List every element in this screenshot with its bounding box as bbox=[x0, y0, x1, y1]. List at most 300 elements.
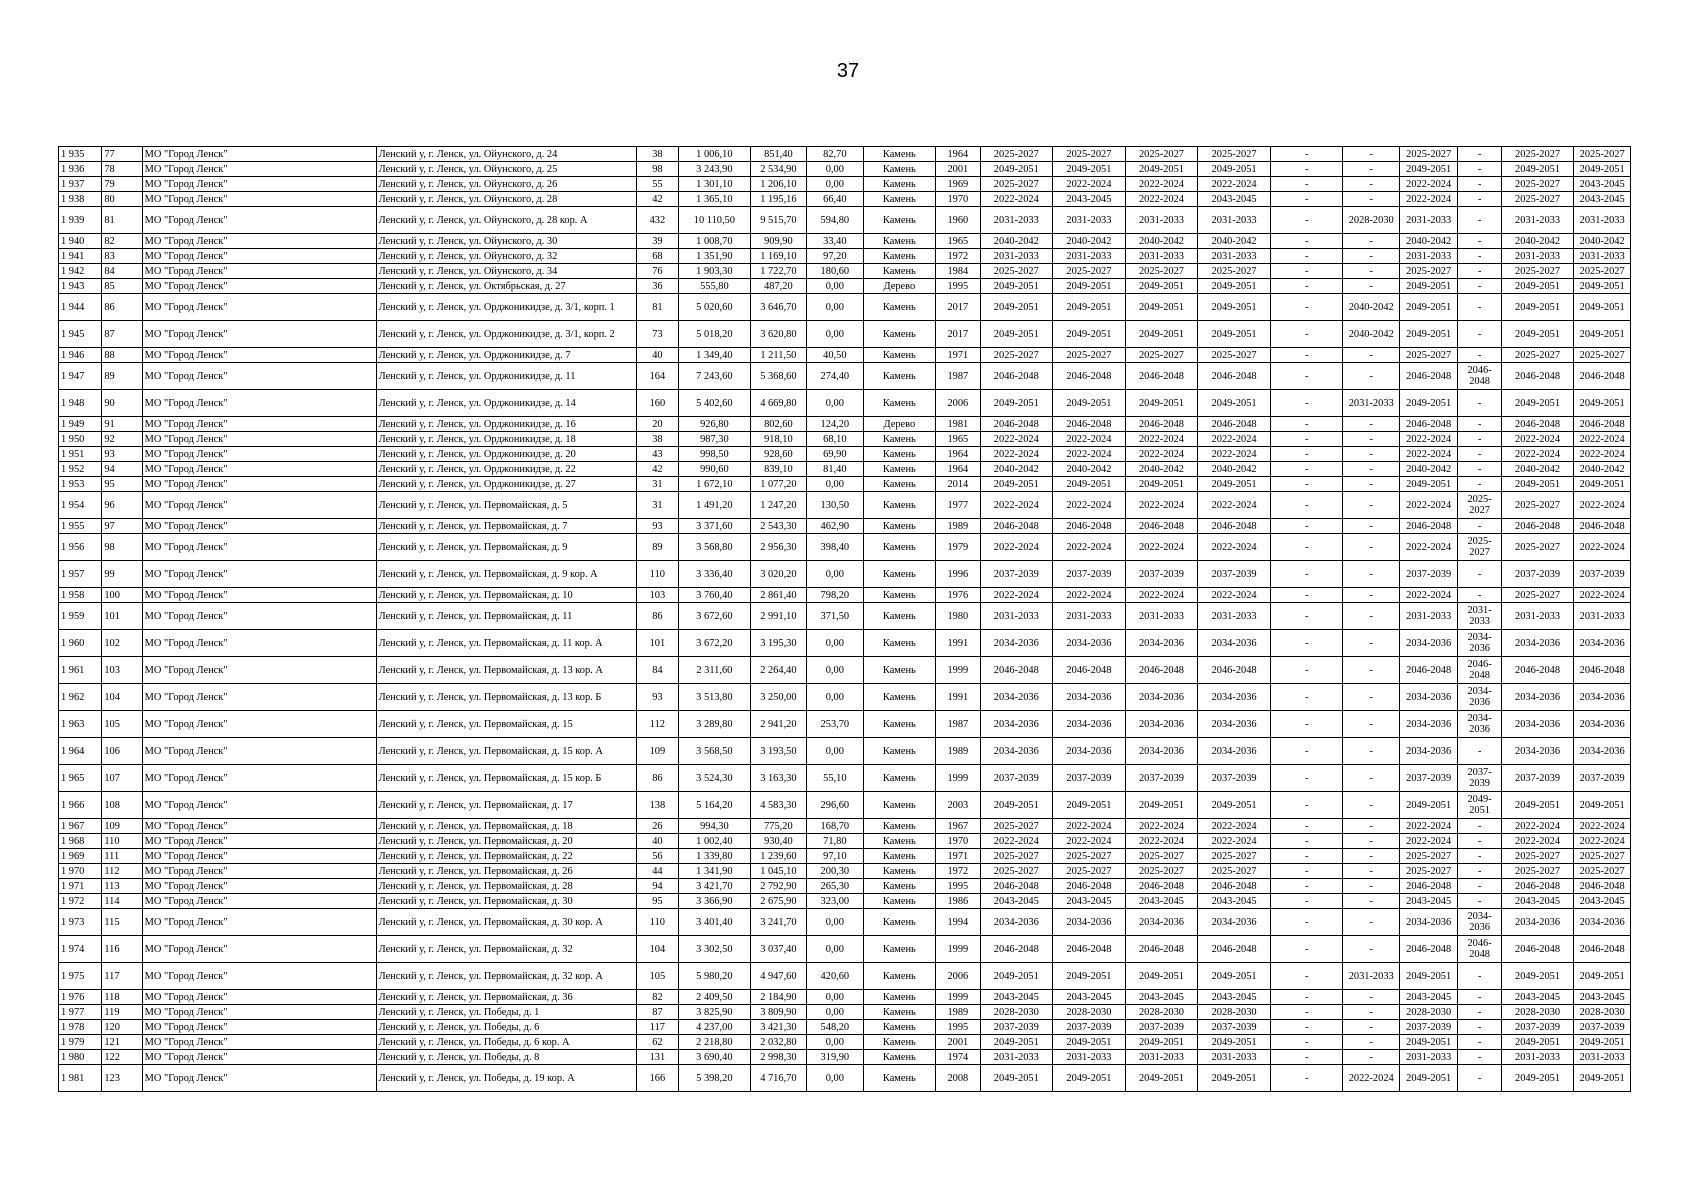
table-row bbox=[59, 588, 1631, 603]
engineering-systems-cell: 2049-2051 bbox=[1198, 279, 1271, 294]
build-year-cell: 1972 bbox=[936, 249, 980, 264]
address-cell: Ленский у, г. Ленск, ул. Ойунского, д. 24 bbox=[376, 147, 636, 162]
insulation-facade-cell: 2031-2033 bbox=[1501, 207, 1574, 234]
non-living-area-cell: 71,80 bbox=[807, 834, 863, 849]
build-year-cell: 1970 bbox=[936, 192, 980, 207]
local-number-cell: 83 bbox=[102, 249, 142, 264]
living-area-cell: 909,90 bbox=[750, 234, 806, 249]
build-year-cell: 1964 bbox=[936, 447, 980, 462]
residents-cell: 31 bbox=[636, 492, 678, 519]
address-cell: Ленский у, г. Ленск, ул. Ойунского, д. 28 кор. А bbox=[376, 207, 636, 234]
roof-repair-cell: 2034-2036 bbox=[980, 684, 1053, 711]
build-year-cell: 1996 bbox=[936, 561, 980, 588]
total-area-cell: 1 351,90 bbox=[679, 249, 751, 264]
basement-repair-cell: 2034-2036 bbox=[1399, 630, 1457, 657]
insulation-facade-cell: 2022-2024 bbox=[1501, 447, 1574, 462]
foundation-repair-cell: 2049-2051 bbox=[1125, 477, 1198, 492]
foundation-repair-cell: 2037-2039 bbox=[1125, 561, 1198, 588]
engineering-systems-cell: 2049-2051 bbox=[1198, 321, 1271, 348]
municipality-cell: МО "Город Ленск" bbox=[142, 990, 376, 1005]
facade-repair-cell: 2031-2033 bbox=[1053, 249, 1126, 264]
foundation-repair-cell: 2043-2045 bbox=[1125, 990, 1198, 1005]
elevator-replace-cell: - bbox=[1343, 534, 1399, 561]
living-area-cell: 9 515,70 bbox=[750, 207, 806, 234]
build-year-cell: 2017 bbox=[936, 294, 980, 321]
address-cell: Ленский у, г. Ленск, ул. Орджоникидзе, д. 11 bbox=[376, 363, 636, 390]
municipality-cell: МО "Город Ленск" bbox=[142, 447, 376, 462]
municipality-cell: МО "Город Ленск" bbox=[142, 1020, 376, 1035]
table-row bbox=[59, 765, 1631, 792]
energy-saving-cell: 2049-2051 bbox=[1574, 792, 1631, 819]
elevator-repair-cell: - bbox=[1270, 447, 1343, 462]
row-number-cell: 1 954 bbox=[59, 492, 102, 519]
facade-repair-cell: 2022-2024 bbox=[1053, 492, 1126, 519]
living-area-cell: 3 250,00 bbox=[750, 684, 806, 711]
local-number-cell: 86 bbox=[102, 294, 142, 321]
address-cell: Ленский у, г. Ленск, ул. Ойунского, д. 25 bbox=[376, 162, 636, 177]
wall-material-cell: Камень bbox=[863, 462, 936, 477]
build-year-cell: 1995 bbox=[936, 1020, 980, 1035]
roof-repair-cell: 2049-2051 bbox=[980, 162, 1053, 177]
row-number-cell: 1 968 bbox=[59, 834, 102, 849]
table-row bbox=[59, 519, 1631, 534]
table-row bbox=[59, 894, 1631, 909]
elevator-replace-cell: - bbox=[1343, 765, 1399, 792]
total-area-cell: 555,80 bbox=[679, 279, 751, 294]
roof-repair-cell: 2031-2033 bbox=[980, 603, 1053, 630]
heat-meter-cell: 2046-2048 bbox=[1458, 936, 1501, 963]
row-number-cell: 1 944 bbox=[59, 294, 102, 321]
wall-material-cell: Камень bbox=[863, 447, 936, 462]
insulation-facade-cell: 2025-2027 bbox=[1501, 177, 1574, 192]
table-row bbox=[59, 147, 1631, 162]
row-number-cell: 1 948 bbox=[59, 390, 102, 417]
address-cell: Ленский у, г. Ленск, ул. Первомайская, д. 30 bbox=[376, 894, 636, 909]
engineering-systems-cell: 2022-2024 bbox=[1198, 492, 1271, 519]
wall-material-cell: Камень bbox=[863, 1005, 936, 1020]
table-row bbox=[59, 657, 1631, 684]
row-number-cell: 1 969 bbox=[59, 849, 102, 864]
elevator-replace-cell: - bbox=[1343, 819, 1399, 834]
roof-repair-cell: 2022-2024 bbox=[980, 432, 1053, 447]
table-row bbox=[59, 207, 1631, 234]
facade-repair-cell: 2037-2039 bbox=[1053, 1020, 1126, 1035]
non-living-area-cell: 594,80 bbox=[807, 207, 863, 234]
basement-repair-cell: 2046-2048 bbox=[1399, 519, 1457, 534]
heat-meter-cell: - bbox=[1458, 894, 1501, 909]
engineering-systems-cell: 2043-2045 bbox=[1198, 192, 1271, 207]
residents-cell: 26 bbox=[636, 819, 678, 834]
elevator-repair-cell: - bbox=[1270, 603, 1343, 630]
total-area-cell: 3 568,50 bbox=[679, 738, 751, 765]
build-year-cell: 1976 bbox=[936, 588, 980, 603]
wall-material-cell: Камень bbox=[863, 321, 936, 348]
address-cell: Ленский у, г. Ленск, ул. Первомайская, д. 32 кор. А bbox=[376, 963, 636, 990]
local-number-cell: 107 bbox=[102, 765, 142, 792]
row-number-cell: 1 959 bbox=[59, 603, 102, 630]
address-cell: Ленский у, г. Ленск, ул. Ойунского, д. 26 bbox=[376, 177, 636, 192]
heat-meter-cell: 2046-2048 bbox=[1458, 363, 1501, 390]
table-row bbox=[59, 177, 1631, 192]
basement-repair-cell: 2031-2033 bbox=[1399, 249, 1457, 264]
build-year-cell: 2003 bbox=[936, 792, 980, 819]
table-row bbox=[59, 192, 1631, 207]
living-area-cell: 1 195,16 bbox=[750, 192, 806, 207]
facade-repair-cell: 2046-2048 bbox=[1053, 936, 1126, 963]
heat-meter-cell: - bbox=[1458, 348, 1501, 363]
row-number-cell: 1 950 bbox=[59, 432, 102, 447]
elevator-replace-cell: - bbox=[1343, 1050, 1399, 1065]
living-area-cell: 2 675,90 bbox=[750, 894, 806, 909]
energy-saving-cell: 2049-2051 bbox=[1574, 1065, 1631, 1092]
table-row bbox=[59, 963, 1631, 990]
elevator-repair-cell: - bbox=[1270, 147, 1343, 162]
living-area-cell: 2 861,40 bbox=[750, 588, 806, 603]
roof-repair-cell: 2046-2048 bbox=[980, 657, 1053, 684]
elevator-replace-cell: - bbox=[1343, 447, 1399, 462]
total-area-cell: 1 903,30 bbox=[679, 264, 751, 279]
wall-material-cell: Дерево bbox=[863, 279, 936, 294]
address-cell: Ленский у, г. Ленск, ул. Ойунского, д. 30 bbox=[376, 234, 636, 249]
local-number-cell: 110 bbox=[102, 834, 142, 849]
table-row bbox=[59, 279, 1631, 294]
local-number-cell: 80 bbox=[102, 192, 142, 207]
engineering-systems-cell: 2046-2048 bbox=[1198, 657, 1271, 684]
basement-repair-cell: 2049-2051 bbox=[1399, 1065, 1457, 1092]
basement-repair-cell: 2049-2051 bbox=[1399, 792, 1457, 819]
build-year-cell: 1991 bbox=[936, 630, 980, 657]
municipality-cell: МО "Город Ленск" bbox=[142, 711, 376, 738]
facade-repair-cell: 2022-2024 bbox=[1053, 534, 1126, 561]
residents-cell: 73 bbox=[636, 321, 678, 348]
build-year-cell: 1986 bbox=[936, 894, 980, 909]
engineering-systems-cell: 2022-2024 bbox=[1198, 534, 1271, 561]
wall-material-cell: Камень bbox=[863, 363, 936, 390]
basement-repair-cell: 2043-2045 bbox=[1399, 990, 1457, 1005]
roof-repair-cell: 2049-2051 bbox=[980, 1035, 1053, 1050]
row-number-cell: 1 972 bbox=[59, 894, 102, 909]
living-area-cell: 918,10 bbox=[750, 432, 806, 447]
address-cell: Ленский у, г. Ленск, ул. Первомайская, д. 26 bbox=[376, 864, 636, 879]
foundation-repair-cell: 2022-2024 bbox=[1125, 432, 1198, 447]
heat-meter-cell: - bbox=[1458, 321, 1501, 348]
engineering-systems-cell: 2043-2045 bbox=[1198, 990, 1271, 1005]
basement-repair-cell: 2034-2036 bbox=[1399, 684, 1457, 711]
residents-cell: 20 bbox=[636, 417, 678, 432]
build-year-cell: 1980 bbox=[936, 603, 980, 630]
living-area-cell: 4 947,60 bbox=[750, 963, 806, 990]
insulation-facade-cell: 2034-2036 bbox=[1501, 684, 1574, 711]
non-living-area-cell: 798,20 bbox=[807, 588, 863, 603]
municipality-cell: МО "Город Ленск" bbox=[142, 177, 376, 192]
heat-meter-cell: - bbox=[1458, 963, 1501, 990]
total-area-cell: 3 672,20 bbox=[679, 630, 751, 657]
total-area-cell: 10 110,50 bbox=[679, 207, 751, 234]
energy-saving-cell: 2031-2033 bbox=[1574, 249, 1631, 264]
elevator-replace-cell: - bbox=[1343, 477, 1399, 492]
table-row bbox=[59, 534, 1631, 561]
local-number-cell: 92 bbox=[102, 432, 142, 447]
basement-repair-cell: 2028-2030 bbox=[1399, 1005, 1457, 1020]
row-number-cell: 1 965 bbox=[59, 765, 102, 792]
wall-material-cell: Камень bbox=[863, 432, 936, 447]
build-year-cell: 1989 bbox=[936, 738, 980, 765]
total-area-cell: 1 672,10 bbox=[679, 477, 751, 492]
residents-cell: 82 bbox=[636, 990, 678, 1005]
insulation-facade-cell: 2043-2045 bbox=[1501, 894, 1574, 909]
living-area-cell: 1 169,10 bbox=[750, 249, 806, 264]
basement-repair-cell: 2022-2024 bbox=[1399, 834, 1457, 849]
total-area-cell: 1 491,20 bbox=[679, 492, 751, 519]
local-number-cell: 119 bbox=[102, 1005, 142, 1020]
facade-repair-cell: 2034-2036 bbox=[1053, 711, 1126, 738]
roof-repair-cell: 2037-2039 bbox=[980, 1020, 1053, 1035]
roof-repair-cell: 2031-2033 bbox=[980, 1050, 1053, 1065]
insulation-facade-cell: 2025-2027 bbox=[1501, 192, 1574, 207]
energy-saving-cell: 2025-2027 bbox=[1574, 849, 1631, 864]
municipality-cell: МО "Город Ленск" bbox=[142, 519, 376, 534]
elevator-replace-cell: - bbox=[1343, 657, 1399, 684]
roof-repair-cell: 2025-2027 bbox=[980, 177, 1053, 192]
page-number: 37 bbox=[836, 60, 860, 82]
heat-meter-cell: 2031-2033 bbox=[1458, 603, 1501, 630]
wall-material-cell: Камень bbox=[863, 894, 936, 909]
engineering-systems-cell: 2025-2027 bbox=[1198, 348, 1271, 363]
living-area-cell: 4 716,70 bbox=[750, 1065, 806, 1092]
build-year-cell: 1965 bbox=[936, 432, 980, 447]
total-area-cell: 3 243,90 bbox=[679, 162, 751, 177]
engineering-systems-cell: 2049-2051 bbox=[1198, 792, 1271, 819]
build-year-cell: 1999 bbox=[936, 657, 980, 684]
foundation-repair-cell: 2049-2051 bbox=[1125, 321, 1198, 348]
engineering-systems-cell: 2034-2036 bbox=[1198, 909, 1271, 936]
insulation-facade-cell: 2031-2033 bbox=[1501, 249, 1574, 264]
total-area-cell: 990,60 bbox=[679, 462, 751, 477]
engineering-systems-cell: 2031-2033 bbox=[1198, 207, 1271, 234]
local-number-cell: 90 bbox=[102, 390, 142, 417]
municipality-cell: МО "Город Ленск" bbox=[142, 321, 376, 348]
non-living-area-cell: 274,40 bbox=[807, 363, 863, 390]
heat-meter-cell: - bbox=[1458, 147, 1501, 162]
foundation-repair-cell: 2034-2036 bbox=[1125, 909, 1198, 936]
elevator-replace-cell: - bbox=[1343, 363, 1399, 390]
residents-cell: 138 bbox=[636, 792, 678, 819]
row-number-cell: 1 974 bbox=[59, 936, 102, 963]
total-area-cell: 2 218,80 bbox=[679, 1035, 751, 1050]
basement-repair-cell: 2046-2048 bbox=[1399, 417, 1457, 432]
energy-saving-cell: 2046-2048 bbox=[1574, 417, 1631, 432]
foundation-repair-cell: 2040-2042 bbox=[1125, 462, 1198, 477]
elevator-repair-cell: - bbox=[1270, 657, 1343, 684]
roof-repair-cell: 2028-2030 bbox=[980, 1005, 1053, 1020]
build-year-cell: 1989 bbox=[936, 1005, 980, 1020]
energy-saving-cell: 2049-2051 bbox=[1574, 963, 1631, 990]
living-area-cell: 1 206,10 bbox=[750, 177, 806, 192]
basement-repair-cell: 2049-2051 bbox=[1399, 963, 1457, 990]
insulation-facade-cell: 2025-2027 bbox=[1501, 264, 1574, 279]
elevator-replace-cell: - bbox=[1343, 1020, 1399, 1035]
insulation-facade-cell: 2025-2027 bbox=[1501, 588, 1574, 603]
facade-repair-cell: 2034-2036 bbox=[1053, 684, 1126, 711]
engineering-systems-cell: 2022-2024 bbox=[1198, 819, 1271, 834]
row-number-cell: 1 961 bbox=[59, 657, 102, 684]
elevator-replace-cell: - bbox=[1343, 864, 1399, 879]
insulation-facade-cell: 2022-2024 bbox=[1501, 432, 1574, 447]
address-cell: Ленский у, г. Ленск, ул. Победы, д. 6 bbox=[376, 1020, 636, 1035]
energy-saving-cell: 2043-2045 bbox=[1574, 177, 1631, 192]
wall-material-cell: Камень bbox=[863, 630, 936, 657]
roof-repair-cell: 2049-2051 bbox=[980, 279, 1053, 294]
local-number-cell: 78 bbox=[102, 162, 142, 177]
engineering-systems-cell: 2049-2051 bbox=[1198, 162, 1271, 177]
municipality-cell: МО "Город Ленск" bbox=[142, 561, 376, 588]
table-row bbox=[59, 348, 1631, 363]
elevator-repair-cell: - bbox=[1270, 792, 1343, 819]
heat-meter-cell: - bbox=[1458, 177, 1501, 192]
foundation-repair-cell: 2025-2027 bbox=[1125, 849, 1198, 864]
elevator-repair-cell: - bbox=[1270, 207, 1343, 234]
insulation-facade-cell: 2046-2048 bbox=[1501, 363, 1574, 390]
local-number-cell: 122 bbox=[102, 1050, 142, 1065]
living-area-cell: 928,60 bbox=[750, 447, 806, 462]
insulation-facade-cell: 2034-2036 bbox=[1501, 909, 1574, 936]
basement-repair-cell: 2031-2033 bbox=[1399, 603, 1457, 630]
elevator-repair-cell: - bbox=[1270, 879, 1343, 894]
wall-material-cell: Камень bbox=[863, 657, 936, 684]
residents-cell: 86 bbox=[636, 603, 678, 630]
energy-saving-cell: 2031-2033 bbox=[1574, 1050, 1631, 1065]
non-living-area-cell: 180,60 bbox=[807, 264, 863, 279]
table-row bbox=[59, 249, 1631, 264]
address-cell: Ленский у, г. Ленск, ул. Первомайская, д. 36 bbox=[376, 990, 636, 1005]
build-year-cell: 1995 bbox=[936, 279, 980, 294]
row-number-cell: 1 960 bbox=[59, 630, 102, 657]
address-cell: Ленский у, г. Ленск, ул. Победы, д. 1 bbox=[376, 1005, 636, 1020]
energy-saving-cell: 2022-2024 bbox=[1574, 834, 1631, 849]
heat-meter-cell: - bbox=[1458, 390, 1501, 417]
roof-repair-cell: 2049-2051 bbox=[980, 1065, 1053, 1092]
municipality-cell: МО "Город Ленск" bbox=[142, 963, 376, 990]
total-area-cell: 3 513,80 bbox=[679, 684, 751, 711]
elevator-replace-cell: - bbox=[1343, 1005, 1399, 1020]
local-number-cell: 82 bbox=[102, 234, 142, 249]
table-row bbox=[59, 162, 1631, 177]
insulation-facade-cell: 2034-2036 bbox=[1501, 711, 1574, 738]
engineering-systems-cell: 2025-2027 bbox=[1198, 849, 1271, 864]
build-year-cell: 1989 bbox=[936, 519, 980, 534]
address-cell: Ленский у, г. Ленск, ул. Первомайская, д. 15 bbox=[376, 711, 636, 738]
living-area-cell: 3 195,30 bbox=[750, 630, 806, 657]
elevator-replace-cell: - bbox=[1343, 234, 1399, 249]
basement-repair-cell: 2040-2042 bbox=[1399, 462, 1457, 477]
row-number-cell: 1 940 bbox=[59, 234, 102, 249]
municipality-cell: МО "Город Ленск" bbox=[142, 477, 376, 492]
table-row bbox=[59, 294, 1631, 321]
foundation-repair-cell: 2031-2033 bbox=[1125, 1050, 1198, 1065]
elevator-repair-cell: - bbox=[1270, 492, 1343, 519]
wall-material-cell: Камень bbox=[863, 936, 936, 963]
build-year-cell: 1971 bbox=[936, 348, 980, 363]
address-cell: Ленский у, г. Ленск, ул. Первомайская, д. 18 bbox=[376, 819, 636, 834]
municipality-cell: МО "Город Ленск" bbox=[142, 1065, 376, 1092]
row-number-cell: 1 980 bbox=[59, 1050, 102, 1065]
row-number-cell: 1 955 bbox=[59, 519, 102, 534]
foundation-repair-cell: 2022-2024 bbox=[1125, 447, 1198, 462]
foundation-repair-cell: 2034-2036 bbox=[1125, 711, 1198, 738]
energy-saving-cell: 2049-2051 bbox=[1574, 294, 1631, 321]
total-area-cell: 3 672,60 bbox=[679, 603, 751, 630]
address-cell: Ленский у, г. Ленск, ул. Первомайская, д. 15 кор. А bbox=[376, 738, 636, 765]
table-row bbox=[59, 849, 1631, 864]
insulation-facade-cell: 2046-2048 bbox=[1501, 879, 1574, 894]
heat-meter-cell: - bbox=[1458, 738, 1501, 765]
foundation-repair-cell: 2043-2045 bbox=[1125, 894, 1198, 909]
heat-meter-cell: 2037-2039 bbox=[1458, 765, 1501, 792]
foundation-repair-cell: 2025-2027 bbox=[1125, 864, 1198, 879]
local-number-cell: 94 bbox=[102, 462, 142, 477]
total-area-cell: 1 301,10 bbox=[679, 177, 751, 192]
non-living-area-cell: 0,00 bbox=[807, 294, 863, 321]
engineering-systems-cell: 2040-2042 bbox=[1198, 234, 1271, 249]
build-year-cell: 1970 bbox=[936, 834, 980, 849]
row-number-cell: 1 943 bbox=[59, 279, 102, 294]
facade-repair-cell: 2034-2036 bbox=[1053, 630, 1126, 657]
heat-meter-cell: - bbox=[1458, 162, 1501, 177]
energy-saving-cell: 2037-2039 bbox=[1574, 1020, 1631, 1035]
residents-cell: 31 bbox=[636, 477, 678, 492]
address-cell: Ленский у, г. Ленск, ул. Первомайская, д. 9 кор. А bbox=[376, 561, 636, 588]
non-living-area-cell: 0,00 bbox=[807, 1065, 863, 1092]
insulation-facade-cell: 2049-2051 bbox=[1501, 792, 1574, 819]
energy-saving-cell: 2046-2048 bbox=[1574, 363, 1631, 390]
elevator-repair-cell: - bbox=[1270, 390, 1343, 417]
foundation-repair-cell: 2034-2036 bbox=[1125, 738, 1198, 765]
non-living-area-cell: 82,70 bbox=[807, 147, 863, 162]
residents-cell: 87 bbox=[636, 1005, 678, 1020]
energy-saving-cell: 2034-2036 bbox=[1574, 738, 1631, 765]
insulation-facade-cell: 2037-2039 bbox=[1501, 561, 1574, 588]
build-year-cell: 1999 bbox=[936, 936, 980, 963]
wall-material-cell: Камень bbox=[863, 849, 936, 864]
engineering-systems-cell: 2049-2051 bbox=[1198, 294, 1271, 321]
insulation-facade-cell: 2049-2051 bbox=[1501, 162, 1574, 177]
living-area-cell: 2 264,40 bbox=[750, 657, 806, 684]
facade-repair-cell: 2049-2051 bbox=[1053, 792, 1126, 819]
wall-material-cell: Камень bbox=[863, 765, 936, 792]
table-row bbox=[59, 819, 1631, 834]
foundation-repair-cell: 2022-2024 bbox=[1125, 534, 1198, 561]
address-cell: Ленский у, г. Ленск, ул. Орджоникидзе, д. 22 bbox=[376, 462, 636, 477]
basement-repair-cell: 2046-2048 bbox=[1399, 657, 1457, 684]
roof-repair-cell: 2049-2051 bbox=[980, 390, 1053, 417]
non-living-area-cell: 0,00 bbox=[807, 738, 863, 765]
row-number-cell: 1 963 bbox=[59, 711, 102, 738]
total-area-cell: 987,30 bbox=[679, 432, 751, 447]
total-area-cell: 3 366,90 bbox=[679, 894, 751, 909]
engineering-systems-cell: 2031-2033 bbox=[1198, 249, 1271, 264]
living-area-cell: 3 193,50 bbox=[750, 738, 806, 765]
residents-cell: 39 bbox=[636, 234, 678, 249]
non-living-area-cell: 0,00 bbox=[807, 390, 863, 417]
engineering-systems-cell: 2049-2051 bbox=[1198, 1065, 1271, 1092]
elevator-repair-cell: - bbox=[1270, 279, 1343, 294]
insulation-facade-cell: 2034-2036 bbox=[1501, 738, 1574, 765]
elevator-repair-cell: - bbox=[1270, 711, 1343, 738]
table-row bbox=[59, 879, 1631, 894]
basement-repair-cell: 2046-2048 bbox=[1399, 363, 1457, 390]
energy-saving-cell: 2034-2036 bbox=[1574, 684, 1631, 711]
address-cell: Ленский у, г. Ленск, ул. Первомайская, д. 13 кор. А bbox=[376, 657, 636, 684]
